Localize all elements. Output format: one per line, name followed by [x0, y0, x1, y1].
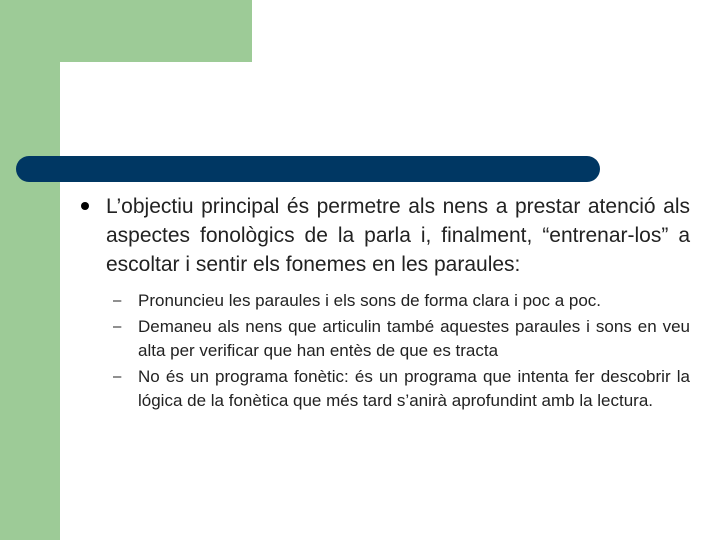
sub-point-item: [113, 365, 690, 413]
dash-marker-icon: –: [113, 292, 122, 309]
sub-point-text: Demaneu als nens que articulin també aquestes paraules i sons en veu alta per verificar que han entès de que es tracta: [138, 317, 690, 360]
sub-point-text: No és un programa fonètic: és un programa que intenta fer descobrir la lógica de la fonètica que més tard s’anirà aprofundint amb la lectura.: [138, 367, 690, 410]
dash-marker-icon: –: [113, 368, 122, 385]
sub-point-list: [76, 289, 690, 413]
slide-content: [76, 192, 690, 415]
sub-point-item: [113, 289, 690, 313]
dash-marker-icon: –: [113, 318, 122, 335]
sub-point-item: [113, 315, 690, 363]
bullet-dot-icon: [81, 202, 89, 210]
main-bullet-item: [76, 192, 690, 279]
sub-point-text: Pronunciеu les paraules i els sons de forma clara i poc a poc.: [138, 291, 602, 310]
title-bar: [16, 156, 600, 182]
decorative-green-block-left: [0, 0, 60, 540]
main-point-text: L’objectiu principal és permetre als nens a prestar atenció als aspectes fonològics de la parla i, finalment, “entrenar-los” a escoltar i sentir els fonemes en les paraules:: [106, 195, 690, 276]
